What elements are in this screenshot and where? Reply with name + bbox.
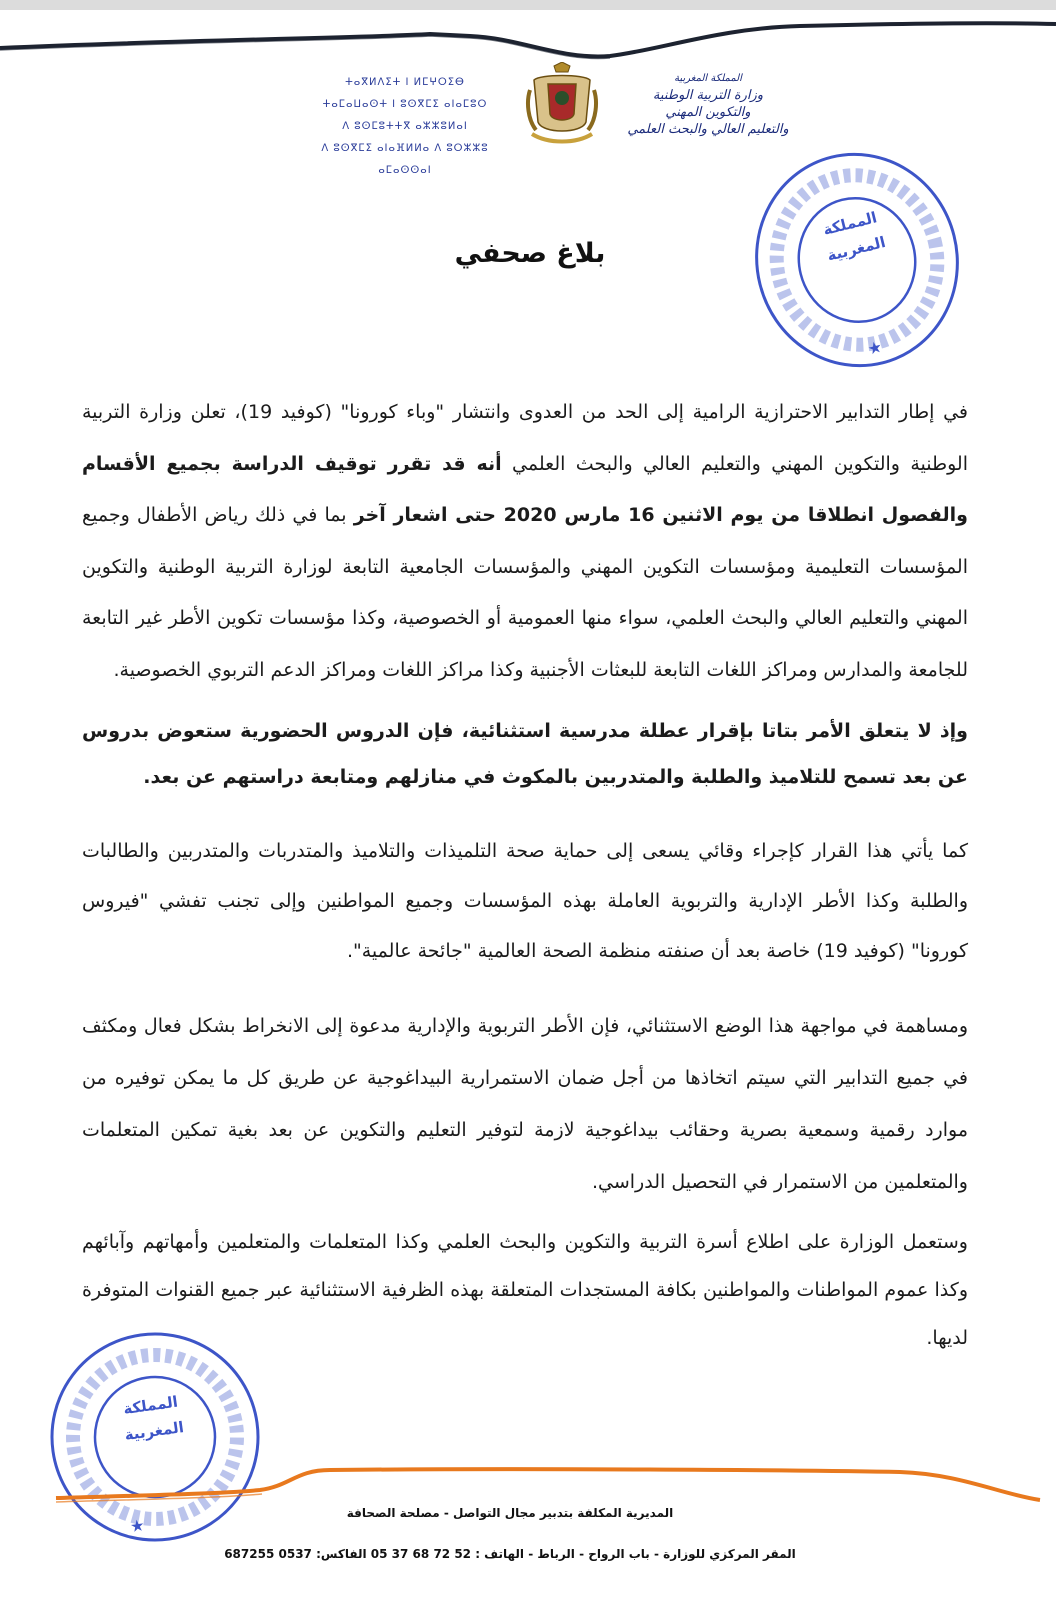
paragraph-3: كما يأتي هذا القرار كإجراء وقائي يسعى إلى حماية صحة التلميذات والتلاميذ والمتدربات والمتدربين والطالبات والطلبة وكذا الأطر الإدارية والتربوية العاملة بهذه المؤسسات وجميع المواطنين وإلى تجنب تفشي "فيروس كورونا" (كوفيد 19) خاصة بعد أن صنفته منظمة الصحة العالمية "جائحة عالمية". — [82, 840, 968, 962]
header-arabic-line: والتعليم العالي والبحث العلمي — [627, 122, 789, 137]
stamp-line: المغربية — [123, 1418, 185, 1445]
paragraph-2: وإذ لا يتعلق الأمر بتاتا بإقرار عطلة مدرسية استثنائية، فإن الدروس الحضورية ستعوض بدروس عن بعد تسمح للتلاميذ والطلبة والمتدربين بالمكوث في منازلهم ومتابعة دراستهم عن بعد. — [82, 720, 968, 788]
top-strip — [0, 0, 1056, 10]
stamp-line: المملكة — [122, 1392, 179, 1419]
coat-of-arms-emblem — [524, 62, 600, 146]
paragraph-1-intro: في إطار التدابير الاحترازية الرامية إلى الحد من العدوى وانتشار "وباء كورونا" (كوفيد 19)، تعلن وزارة التربية الوطنية والتكوين المهني والتعليم العالي والبحث العلمي — [82, 401, 968, 475]
header-tifinagh-line: ⴷ ⵓⵙⴳⵎⵉ ⴰⵏⴰⴼⵍⵍⴰ ⴷ ⵓⵔⵣⵣⵓ ⴰⵎⴰⵙⵙⴰⵏ — [321, 143, 489, 176]
paragraph-4: ومساهمة في مواجهة هذا الوضع الاستثنائي، فإن الأطر التربوية والإدارية مدعوة إلى الانخراط بشكل فعال ومكثف في جميع التدابير التي سيتم اتخاذها من أجل ضمان الاستمرارية البيداغوجية عن طريق كل ما يمكن توفيره من موارد رقمية وسمعية بصرية وحقائب بيداغوجية لازمة لتوفير التعليم والتكوين عن بعد بغية تمكين المتعلمات والمتعلمين من الاستمرار في التحصيل الدراسي. — [82, 1015, 968, 1193]
header-arabic-line: وزارة التربية الوطنية — [652, 88, 764, 103]
header-arabic-line: والتكوين المهني — [665, 105, 751, 120]
stamp-line: المملكة — [821, 208, 879, 239]
paragraph-1-decision: أنه قد تقرر توقيف الدراسة بجميع الأقسام والفصول انطلاقا من يوم الاثنين 16 مارس 2020 حتى اشعار آخر — [82, 452, 968, 526]
paragraph-5: وستعمل الوزارة على اطلاع أسرة التربية والتكوين والبحث العلمي وكذا المتعلمات والمتعلمين وأمهاتهم وآبائهم وكذا عموم المواطنات والمواطنين بكافة المستجدات المتعلقة بهذه الظرفية الاستثنائية عبر جميع القنوات المتوفرة لديها. — [82, 1231, 968, 1349]
header-tifinagh-line: ⵜⴰⴳⵍⴷⵉⵜ ⵏ ⵍⵎⵖⵔⵉⴱ — [345, 77, 465, 88]
footer-curve — [0, 1460, 1056, 1540]
stamp-line: المغربية — [825, 232, 888, 265]
paragraph-1 — [82, 387, 968, 696]
header-arabic-line: المملكة المغربية — [674, 73, 742, 84]
footer-department: المديرية المكلفة بتدبير مجال التواصل - مصلحة الصحافة — [346, 1506, 674, 1520]
header-arabic — [608, 70, 808, 138]
paragraph-1-scope: بما في ذلك رياض الأطفال وجميع المؤسسات التعليمية ومؤسسات التكوين المهني والمؤسسات الجامعية التابعة لوزارة التربية الوطنية والتكوين المهني والتعليم العالي والبحث العلمي، سواء منها العمومية أو الخصوصية، وكذا مؤسسات تكوين الأطر غير التابعة للجامعة والمدارس ومراكز اللغات التابعة للبعثات الأجنبية وكذا مراكز اللغات ومراكز الدعم التربوي الخصوصية. — [82, 504, 968, 681]
svg-text:★: ★ — [865, 336, 885, 359]
document-title: بلاغ صحفي — [454, 238, 606, 269]
header-tifinagh — [300, 72, 510, 182]
official-stamp-top — [729, 128, 986, 392]
svg-text:★: ★ — [128, 1515, 146, 1537]
footer-address: المقر المركزي للوزارة - باب الرواح - الرباط - الهاتف : 52 72 68 37 05 الفاكس: 0537 687255 — [224, 1547, 796, 1561]
header-tifinagh-line: ⵜⴰⵎⴰⵡⴰⵙⵜ ⵏ ⵓⵙⴳⵎⵉ ⴰⵏⴰⵎⵓⵔ — [322, 99, 488, 110]
header-tifinagh-line: ⴷ ⵓⵙⵎⵓⵜⵜⴳ ⴰⵣⵣⵓⵍⴰⵏ — [342, 121, 468, 132]
